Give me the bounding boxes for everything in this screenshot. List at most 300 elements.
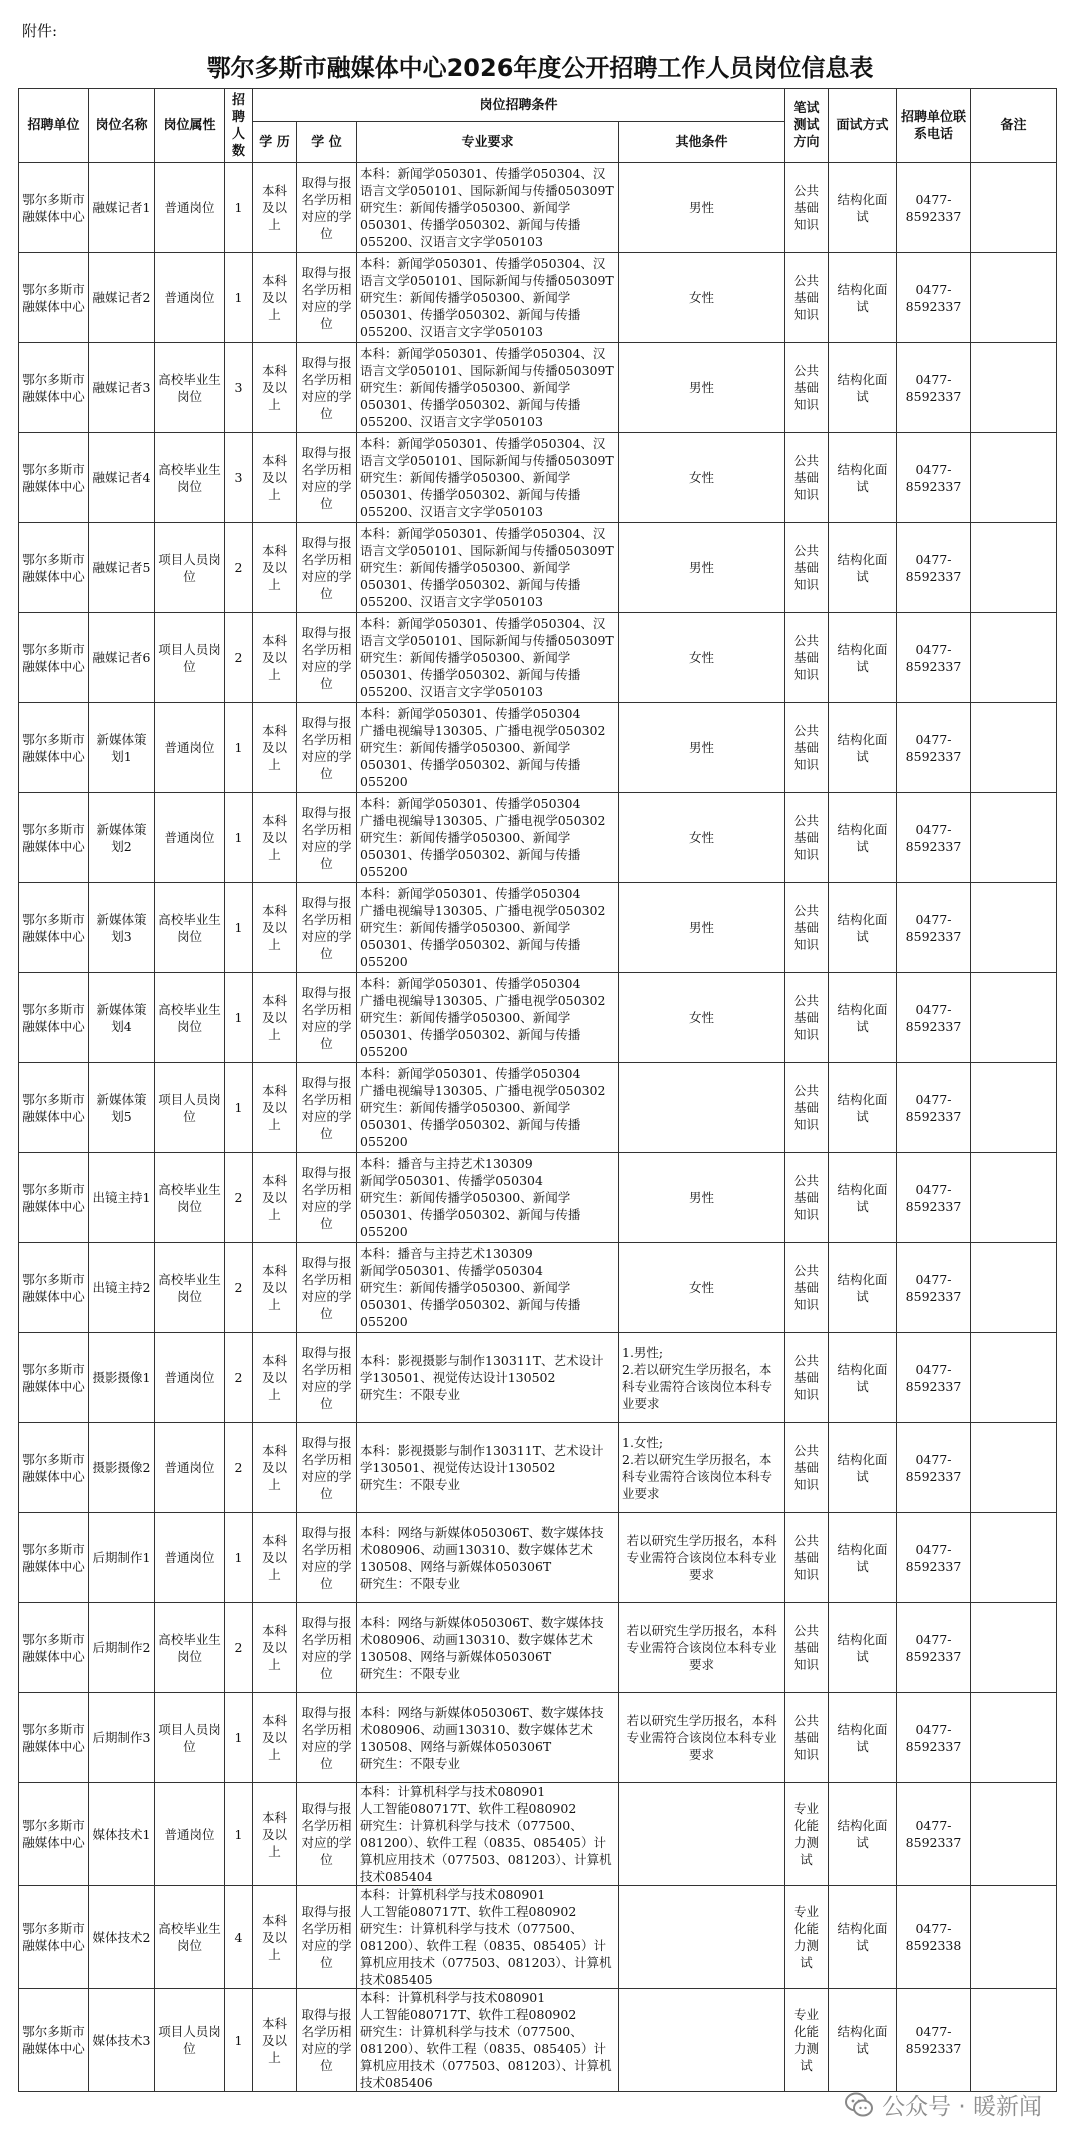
table-row bbox=[19, 1989, 1057, 2092]
cell-degree: 取得与报名学历相对应的学位 bbox=[297, 523, 357, 613]
cell-position: 摄影摄像1 bbox=[89, 1333, 155, 1423]
cell-unit: 鄂尔多斯市融媒体中心 bbox=[19, 433, 89, 523]
cell-attribute: 高校毕业生岗位 bbox=[155, 433, 225, 523]
cell-phone: 0477-8592337 bbox=[897, 1513, 971, 1603]
cell-degree: 取得与报名学历相对应的学位 bbox=[297, 1153, 357, 1243]
other-line: 女性 bbox=[689, 290, 715, 305]
cell-other bbox=[619, 1603, 785, 1693]
cell-major bbox=[357, 1333, 619, 1423]
cell-degree: 取得与报名学历相对应的学位 bbox=[297, 163, 357, 253]
cell-exam: 公共基础知识 bbox=[785, 163, 829, 253]
cell-attribute: 高校毕业生岗位 bbox=[155, 973, 225, 1063]
cell-interview: 结构化面试 bbox=[829, 343, 897, 433]
cell-exam: 公共基础知识 bbox=[785, 793, 829, 883]
major-line: 本科：新闻学050301、传播学050304 bbox=[360, 1066, 581, 1081]
cell-position: 新媒体策划5 bbox=[89, 1063, 155, 1153]
table-row bbox=[19, 1243, 1057, 1333]
cell-other bbox=[619, 973, 785, 1063]
other-line: 女性 bbox=[689, 650, 715, 665]
cell-exam: 专业化能力测试 bbox=[785, 1989, 829, 2092]
cell-interview: 结构化面试 bbox=[829, 1423, 897, 1513]
cell-degree: 取得与报名学历相对应的学位 bbox=[297, 253, 357, 343]
cell-phone: 0477-8592337 bbox=[897, 1423, 971, 1513]
watermark bbox=[844, 2088, 1042, 2121]
cell-interview: 结构化面试 bbox=[829, 1693, 897, 1783]
cell-unit: 鄂尔多斯市融媒体中心 bbox=[19, 343, 89, 433]
cell-other bbox=[619, 703, 785, 793]
cell-education: 本科及以上 bbox=[253, 433, 297, 523]
cell-position: 后期制作1 bbox=[89, 1513, 155, 1603]
table-row bbox=[19, 523, 1057, 613]
cell-other bbox=[619, 883, 785, 973]
cell-degree: 取得与报名学历相对应的学位 bbox=[297, 1333, 357, 1423]
cell-remark bbox=[971, 343, 1057, 433]
cell-count: 1 bbox=[225, 973, 253, 1063]
col-exam: 笔试测试方向 bbox=[785, 89, 829, 163]
cell-count: 1 bbox=[225, 1783, 253, 1886]
cell-degree: 取得与报名学历相对应的学位 bbox=[297, 1989, 357, 2092]
cell-attribute: 普通岗位 bbox=[155, 163, 225, 253]
major-line: 新闻学050301、传播学050304 bbox=[360, 1263, 543, 1278]
major-line: 本科：播音与主持艺术130309 bbox=[360, 1156, 533, 1171]
cell-count: 1 bbox=[225, 1989, 253, 2092]
cell-unit: 鄂尔多斯市融媒体中心 bbox=[19, 1886, 89, 1989]
other-line: 1.女性; bbox=[622, 1434, 664, 1450]
major-line: 本科：计算机科学与技术080901 bbox=[360, 1887, 546, 1902]
cell-degree: 取得与报名学历相对应的学位 bbox=[297, 973, 357, 1063]
cell-position: 融媒记者1 bbox=[89, 163, 155, 253]
cell-remark bbox=[971, 1989, 1057, 2092]
cell-degree: 取得与报名学历相对应的学位 bbox=[297, 883, 357, 973]
cell-major bbox=[357, 433, 619, 523]
other-line: 男性 bbox=[689, 740, 715, 755]
cell-count: 2 bbox=[225, 523, 253, 613]
major-line: 研究生：新闻传播学050300、新闻学050301、传播学050302、新闻与传播055200、汉语言文字学050103 bbox=[360, 650, 581, 699]
cell-unit: 鄂尔多斯市融媒体中心 bbox=[19, 523, 89, 613]
other-line: 女性 bbox=[689, 1280, 715, 1295]
col-interview: 面试方式 bbox=[829, 89, 897, 163]
cell-other bbox=[619, 1513, 785, 1603]
cell-education: 本科及以上 bbox=[253, 973, 297, 1063]
col-attribute: 岗位属性 bbox=[155, 89, 225, 163]
cell-other bbox=[619, 1243, 785, 1333]
cell-count: 1 bbox=[225, 793, 253, 883]
cell-education: 本科及以上 bbox=[253, 1693, 297, 1783]
other-line: 男性 bbox=[689, 1190, 715, 1205]
cell-count: 3 bbox=[225, 433, 253, 523]
table-row bbox=[19, 1513, 1057, 1603]
cell-exam: 公共基础知识 bbox=[785, 883, 829, 973]
other-line: 若以研究生学历报名，本科专业需符合该岗位本科专业要求 bbox=[626, 1713, 777, 1762]
other-line: 女性 bbox=[689, 1010, 715, 1025]
cell-position: 后期制作3 bbox=[89, 1693, 155, 1783]
major-line: 本科：新闻学050301、传播学050304、汉语言文学050101、国际新闻与传播050309T bbox=[360, 526, 614, 558]
cell-major bbox=[357, 1989, 619, 2092]
other-line: 男性 bbox=[689, 380, 715, 395]
major-line: 研究生：不限专业 bbox=[360, 1665, 461, 1681]
table-row bbox=[19, 1886, 1057, 1989]
cell-phone: 0477-8592337 bbox=[897, 1693, 971, 1783]
other-line: 2.若以研究生学历报名，本科专业需符合该岗位本科专业要求 bbox=[622, 1451, 773, 1501]
table-row bbox=[19, 883, 1057, 973]
cell-attribute: 普通岗位 bbox=[155, 253, 225, 343]
major-line: 本科：影视摄影与制作130311T、艺术设计学130501、视觉传达设计130502 bbox=[360, 1353, 604, 1385]
cell-other bbox=[619, 1063, 785, 1153]
cell-interview: 结构化面试 bbox=[829, 523, 897, 613]
major-line: 研究生：计算机科学与技术（077500、081200）、软件工程（0835、085405）计算机应用技术（077503、081203）、计算机技术085405 bbox=[360, 1921, 612, 1987]
major-line: 研究生：新闻传播学050300、新闻学050301、传播学050302、新闻与传播055200 bbox=[360, 920, 581, 969]
cell-exam: 公共基础知识 bbox=[785, 523, 829, 613]
cell-phone: 0477-8592337 bbox=[897, 793, 971, 883]
cell-education: 本科及以上 bbox=[253, 253, 297, 343]
other-line: 女性 bbox=[689, 830, 715, 845]
cell-remark bbox=[971, 163, 1057, 253]
cell-exam: 公共基础知识 bbox=[785, 433, 829, 523]
major-line: 研究生：新闻传播学050300、新闻学050301、传播学050302、新闻与传播055200 bbox=[360, 830, 581, 879]
cell-major bbox=[357, 703, 619, 793]
col-degree: 学 位 bbox=[297, 122, 357, 163]
cell-position: 融媒记者2 bbox=[89, 253, 155, 343]
cell-major bbox=[357, 1423, 619, 1513]
cell-unit: 鄂尔多斯市融媒体中心 bbox=[19, 1243, 89, 1333]
cell-degree: 取得与报名学历相对应的学位 bbox=[297, 1783, 357, 1886]
major-line: 本科：新闻学050301、传播学050304、汉语言文学050101、国际新闻与传播050309T bbox=[360, 616, 614, 648]
cell-interview: 结构化面试 bbox=[829, 1513, 897, 1603]
cell-unit: 鄂尔多斯市融媒体中心 bbox=[19, 1783, 89, 1886]
cell-major bbox=[357, 1603, 619, 1693]
cell-count: 1 bbox=[225, 1063, 253, 1153]
cell-degree: 取得与报名学历相对应的学位 bbox=[297, 1063, 357, 1153]
cell-exam: 公共基础知识 bbox=[785, 613, 829, 703]
table-row bbox=[19, 1603, 1057, 1693]
cell-remark bbox=[971, 1693, 1057, 1783]
cell-phone: 0477-8592337 bbox=[897, 163, 971, 253]
cell-phone: 0477-8592337 bbox=[897, 1333, 971, 1423]
major-line: 本科：新闻学050301、传播学050304 bbox=[360, 976, 581, 991]
cell-phone: 0477-8592337 bbox=[897, 1243, 971, 1333]
cell-other bbox=[619, 1783, 785, 1886]
cell-exam: 公共基础知识 bbox=[785, 1063, 829, 1153]
other-line: 若以研究生学历报名，本科专业需符合该岗位本科专业要求 bbox=[626, 1533, 777, 1582]
major-line: 本科：网络与新媒体050306T、数字媒体技术080906、动画130310、数字媒体艺术130508、网络与新媒体050306T bbox=[360, 1524, 604, 1574]
cell-exam: 公共基础知识 bbox=[785, 1423, 829, 1513]
cell-phone: 0477-8592337 bbox=[897, 1063, 971, 1153]
cell-attribute: 高校毕业生岗位 bbox=[155, 343, 225, 433]
major-line: 研究生：新闻传播学050300、新闻学050301、传播学050302、新闻与传播055200、汉语言文字学050103 bbox=[360, 470, 581, 519]
other-line: 男性 bbox=[689, 920, 715, 935]
cell-unit: 鄂尔多斯市融媒体中心 bbox=[19, 1063, 89, 1153]
cell-other bbox=[619, 1693, 785, 1783]
cell-interview: 结构化面试 bbox=[829, 973, 897, 1063]
cell-remark bbox=[971, 1333, 1057, 1423]
cell-education: 本科及以上 bbox=[253, 1886, 297, 1989]
other-line: 男性 bbox=[689, 560, 715, 575]
cell-other bbox=[619, 343, 785, 433]
cell-attribute: 高校毕业生岗位 bbox=[155, 1603, 225, 1693]
cell-attribute: 普通岗位 bbox=[155, 1513, 225, 1603]
other-line: 女性 bbox=[689, 470, 715, 485]
major-line: 本科：计算机科学与技术080901 bbox=[360, 1784, 546, 1799]
cell-major bbox=[357, 1693, 619, 1783]
attachment-label: 附件: bbox=[22, 22, 58, 40]
cell-degree: 取得与报名学历相对应的学位 bbox=[297, 1243, 357, 1333]
major-line: 广播电视编导130305、广播电视学050302 bbox=[360, 813, 606, 828]
cell-unit: 鄂尔多斯市融媒体中心 bbox=[19, 703, 89, 793]
col-position: 岗位名称 bbox=[89, 89, 155, 163]
cell-major bbox=[357, 343, 619, 433]
cell-major bbox=[357, 1783, 619, 1886]
cell-remark bbox=[971, 883, 1057, 973]
cell-remark bbox=[971, 973, 1057, 1063]
major-line: 研究生：新闻传播学050300、新闻学050301、传播学050302、新闻与传播055200、汉语言文字学050103 bbox=[360, 380, 581, 429]
cell-other bbox=[619, 523, 785, 613]
cell-other bbox=[619, 433, 785, 523]
cell-other bbox=[619, 1153, 785, 1243]
cell-major bbox=[357, 163, 619, 253]
major-line: 研究生：新闻传播学050300、新闻学050301、传播学050302、新闻与传播055200、汉语言文字学050103 bbox=[360, 290, 581, 339]
cell-count: 1 bbox=[225, 1693, 253, 1783]
cell-unit: 鄂尔多斯市融媒体中心 bbox=[19, 253, 89, 343]
cell-position: 新媒体策划4 bbox=[89, 973, 155, 1063]
cell-remark bbox=[971, 523, 1057, 613]
cell-attribute: 高校毕业生岗位 bbox=[155, 1886, 225, 1989]
table-row bbox=[19, 973, 1057, 1063]
cell-phone: 0477-8592337 bbox=[897, 883, 971, 973]
cell-major bbox=[357, 883, 619, 973]
cell-interview: 结构化面试 bbox=[829, 1243, 897, 1333]
major-line: 本科：网络与新媒体050306T、数字媒体技术080906、动画130310、数字媒体艺术130508、网络与新媒体050306T bbox=[360, 1614, 604, 1664]
cell-degree: 取得与报名学历相对应的学位 bbox=[297, 433, 357, 523]
cell-position: 出镜主持1 bbox=[89, 1153, 155, 1243]
cell-count: 1 bbox=[225, 163, 253, 253]
major-line: 本科：计算机科学与技术080901 bbox=[360, 1990, 546, 2005]
major-line: 广播电视编导130305、广播电视学050302 bbox=[360, 1083, 606, 1098]
cell-position: 新媒体策划2 bbox=[89, 793, 155, 883]
col-education: 学 历 bbox=[253, 122, 297, 163]
cell-count: 2 bbox=[225, 1603, 253, 1693]
major-line: 研究生：新闻传播学050300、新闻学050301、传播学050302、新闻与传播055200、汉语言文字学050103 bbox=[360, 560, 581, 609]
cell-exam: 公共基础知识 bbox=[785, 973, 829, 1063]
cell-unit: 鄂尔多斯市融媒体中心 bbox=[19, 1153, 89, 1243]
cell-education: 本科及以上 bbox=[253, 343, 297, 433]
major-line: 广播电视编导130305、广播电视学050302 bbox=[360, 903, 606, 918]
wechat-icon bbox=[844, 2090, 874, 2120]
cell-phone: 0477-8592337 bbox=[897, 433, 971, 523]
cell-other bbox=[619, 1423, 785, 1513]
cell-unit: 鄂尔多斯市融媒体中心 bbox=[19, 973, 89, 1063]
cell-degree: 取得与报名学历相对应的学位 bbox=[297, 1423, 357, 1513]
positions-table bbox=[18, 88, 1057, 2092]
cell-unit: 鄂尔多斯市融媒体中心 bbox=[19, 613, 89, 703]
cell-other bbox=[619, 793, 785, 883]
major-line: 研究生：新闻传播学050300、新闻学050301、传播学050302、新闻与传播055200 bbox=[360, 1010, 581, 1059]
cell-phone: 0477-8592337 bbox=[897, 523, 971, 613]
major-line: 研究生：新闻传播学050300、新闻学050301、传播学050302、新闻与传播055200 bbox=[360, 1280, 581, 1329]
major-line: 本科：播音与主持艺术130309 bbox=[360, 1246, 533, 1261]
cell-degree: 取得与报名学历相对应的学位 bbox=[297, 703, 357, 793]
cell-attribute: 高校毕业生岗位 bbox=[155, 1153, 225, 1243]
cell-remark bbox=[971, 253, 1057, 343]
cell-major bbox=[357, 253, 619, 343]
cell-education: 本科及以上 bbox=[253, 1153, 297, 1243]
cell-major bbox=[357, 1153, 619, 1243]
cell-count: 1 bbox=[225, 883, 253, 973]
cell-unit: 鄂尔多斯市融媒体中心 bbox=[19, 1603, 89, 1693]
cell-degree: 取得与报名学历相对应的学位 bbox=[297, 1513, 357, 1603]
major-line: 本科：新闻学050301、传播学050304、汉语言文学050101、国际新闻与传播050309T bbox=[360, 346, 614, 378]
cell-interview: 结构化面试 bbox=[829, 433, 897, 523]
cell-attribute: 项目人员岗位 bbox=[155, 1063, 225, 1153]
cell-position: 融媒记者3 bbox=[89, 343, 155, 433]
major-line: 本科：新闻学050301、传播学050304、汉语言文学050101、国际新闻与传播050309T bbox=[360, 436, 614, 468]
cell-remark bbox=[971, 1783, 1057, 1886]
table-row bbox=[19, 1333, 1057, 1423]
cell-degree: 取得与报名学历相对应的学位 bbox=[297, 1693, 357, 1783]
cell-count: 2 bbox=[225, 613, 253, 703]
cell-major bbox=[357, 1063, 619, 1153]
major-line: 研究生：不限专业 bbox=[360, 1755, 461, 1771]
cell-count: 1 bbox=[225, 1513, 253, 1603]
major-line: 研究生：不限专业 bbox=[360, 1387, 461, 1402]
major-line: 本科：新闻学050301、传播学050304、汉语言文学050101、国际新闻与传播050309T bbox=[360, 256, 614, 288]
cell-education: 本科及以上 bbox=[253, 1603, 297, 1693]
cell-attribute: 项目人员岗位 bbox=[155, 1693, 225, 1783]
cell-attribute: 普通岗位 bbox=[155, 1783, 225, 1886]
cell-attribute: 项目人员岗位 bbox=[155, 613, 225, 703]
cell-count: 2 bbox=[225, 1243, 253, 1333]
col-count: 招聘人数 bbox=[225, 89, 253, 163]
cell-unit: 鄂尔多斯市融媒体中心 bbox=[19, 1989, 89, 2092]
cell-interview: 结构化面试 bbox=[829, 793, 897, 883]
cell-position: 后期制作2 bbox=[89, 1603, 155, 1693]
major-line: 研究生：不限专业 bbox=[360, 1575, 461, 1591]
cell-remark bbox=[971, 1513, 1057, 1603]
cell-education: 本科及以上 bbox=[253, 1423, 297, 1513]
cell-exam: 公共基础知识 bbox=[785, 1243, 829, 1333]
col-major: 专业要求 bbox=[357, 122, 619, 163]
cell-phone: 0477-8592338 bbox=[897, 1886, 971, 1989]
cell-other bbox=[619, 1333, 785, 1423]
col-unit: 招聘单位 bbox=[19, 89, 89, 163]
major-line: 本科：新闻学050301、传播学050304 bbox=[360, 706, 581, 721]
cell-count: 3 bbox=[225, 343, 253, 433]
table-row bbox=[19, 1693, 1057, 1783]
cell-education: 本科及以上 bbox=[253, 1989, 297, 2092]
cell-interview: 结构化面试 bbox=[829, 1333, 897, 1423]
cell-education: 本科及以上 bbox=[253, 613, 297, 703]
cell-unit: 鄂尔多斯市融媒体中心 bbox=[19, 1423, 89, 1513]
cell-phone: 0477-8592337 bbox=[897, 1783, 971, 1886]
cell-exam: 公共基础知识 bbox=[785, 1603, 829, 1693]
cell-degree: 取得与报名学历相对应的学位 bbox=[297, 613, 357, 703]
cell-education: 本科及以上 bbox=[253, 1513, 297, 1603]
cell-other bbox=[619, 613, 785, 703]
cell-attribute: 高校毕业生岗位 bbox=[155, 1243, 225, 1333]
major-line: 研究生：计算机科学与技术（077500、081200）、软件工程（0835、085405）计算机应用技术（077503、081203）、计算机技术085406 bbox=[360, 2024, 612, 2090]
cell-other bbox=[619, 253, 785, 343]
cell-interview: 结构化面试 bbox=[829, 703, 897, 793]
cell-phone: 0477-8592337 bbox=[897, 1989, 971, 2092]
cell-education: 本科及以上 bbox=[253, 1243, 297, 1333]
cell-exam: 公共基础知识 bbox=[785, 253, 829, 343]
cell-interview: 结构化面试 bbox=[829, 613, 897, 703]
cell-phone: 0477-8592337 bbox=[897, 703, 971, 793]
cell-remark bbox=[971, 1243, 1057, 1333]
cell-phone: 0477-8592337 bbox=[897, 343, 971, 433]
cell-interview: 结构化面试 bbox=[829, 883, 897, 973]
cell-remark bbox=[971, 703, 1057, 793]
cell-remark bbox=[971, 433, 1057, 523]
cell-remark bbox=[971, 1886, 1057, 1989]
cell-interview: 结构化面试 bbox=[829, 1989, 897, 2092]
cell-degree: 取得与报名学历相对应的学位 bbox=[297, 1886, 357, 1989]
cell-education: 本科及以上 bbox=[253, 883, 297, 973]
table-row bbox=[19, 1153, 1057, 1243]
major-line: 本科：影视摄影与制作130311T、艺术设计学130501、视觉传达设计130502 bbox=[360, 1443, 604, 1475]
cell-attribute: 普通岗位 bbox=[155, 793, 225, 883]
table-row bbox=[19, 703, 1057, 793]
cell-education: 本科及以上 bbox=[253, 1783, 297, 1886]
table-row bbox=[19, 1063, 1057, 1153]
major-line: 研究生：不限专业 bbox=[360, 1477, 461, 1492]
table-row bbox=[19, 1423, 1057, 1513]
cell-other bbox=[619, 1886, 785, 1989]
table-row bbox=[19, 343, 1057, 433]
cell-phone: 0477-8592337 bbox=[897, 613, 971, 703]
cell-degree: 取得与报名学历相对应的学位 bbox=[297, 1603, 357, 1693]
cell-education: 本科及以上 bbox=[253, 163, 297, 253]
cell-interview: 结构化面试 bbox=[829, 1603, 897, 1693]
cell-phone: 0477-8592337 bbox=[897, 973, 971, 1063]
cell-unit: 鄂尔多斯市融媒体中心 bbox=[19, 1693, 89, 1783]
cell-exam: 公共基础知识 bbox=[785, 1153, 829, 1243]
table-row bbox=[19, 793, 1057, 883]
cell-position: 融媒记者5 bbox=[89, 523, 155, 613]
cell-exam: 公共基础知识 bbox=[785, 343, 829, 433]
major-line: 研究生：新闻传播学050300、新闻学050301、传播学050302、新闻与传播055200 bbox=[360, 740, 581, 789]
cell-major bbox=[357, 1243, 619, 1333]
cell-major bbox=[357, 523, 619, 613]
major-line: 人工智能080717T、软件工程080902 bbox=[360, 1801, 577, 1816]
cell-position: 出镜主持2 bbox=[89, 1243, 155, 1333]
cell-interview: 结构化面试 bbox=[829, 163, 897, 253]
cell-interview: 结构化面试 bbox=[829, 1886, 897, 1989]
cell-count: 4 bbox=[225, 1886, 253, 1989]
major-line: 新闻学050301、传播学050304 bbox=[360, 1173, 543, 1188]
other-line: 1.男性; bbox=[622, 1344, 664, 1360]
cell-exam: 公共基础知识 bbox=[785, 1693, 829, 1783]
cell-attribute: 普通岗位 bbox=[155, 1333, 225, 1423]
cell-interview: 结构化面试 bbox=[829, 1783, 897, 1886]
table-row bbox=[19, 1783, 1057, 1886]
cell-attribute: 普通岗位 bbox=[155, 703, 225, 793]
cell-position: 媒体技术2 bbox=[89, 1886, 155, 1989]
cell-remark bbox=[971, 1153, 1057, 1243]
col-phone: 招聘单位联系电话 bbox=[897, 89, 971, 163]
cell-other bbox=[619, 163, 785, 253]
cell-position: 媒体技术1 bbox=[89, 1783, 155, 1886]
other-line: 2.若以研究生学历报名，本科专业需符合该岗位本科专业要求 bbox=[622, 1361, 773, 1411]
cell-remark bbox=[971, 613, 1057, 703]
cell-major bbox=[357, 1886, 619, 1989]
major-line: 广播电视编导130305、广播电视学050302 bbox=[360, 993, 606, 1008]
other-line: 男性 bbox=[689, 200, 715, 215]
cell-interview: 结构化面试 bbox=[829, 1153, 897, 1243]
cell-major bbox=[357, 973, 619, 1063]
cell-count: 2 bbox=[225, 1423, 253, 1513]
major-line: 人工智能080717T、软件工程080902 bbox=[360, 2007, 577, 2022]
cell-count: 1 bbox=[225, 703, 253, 793]
